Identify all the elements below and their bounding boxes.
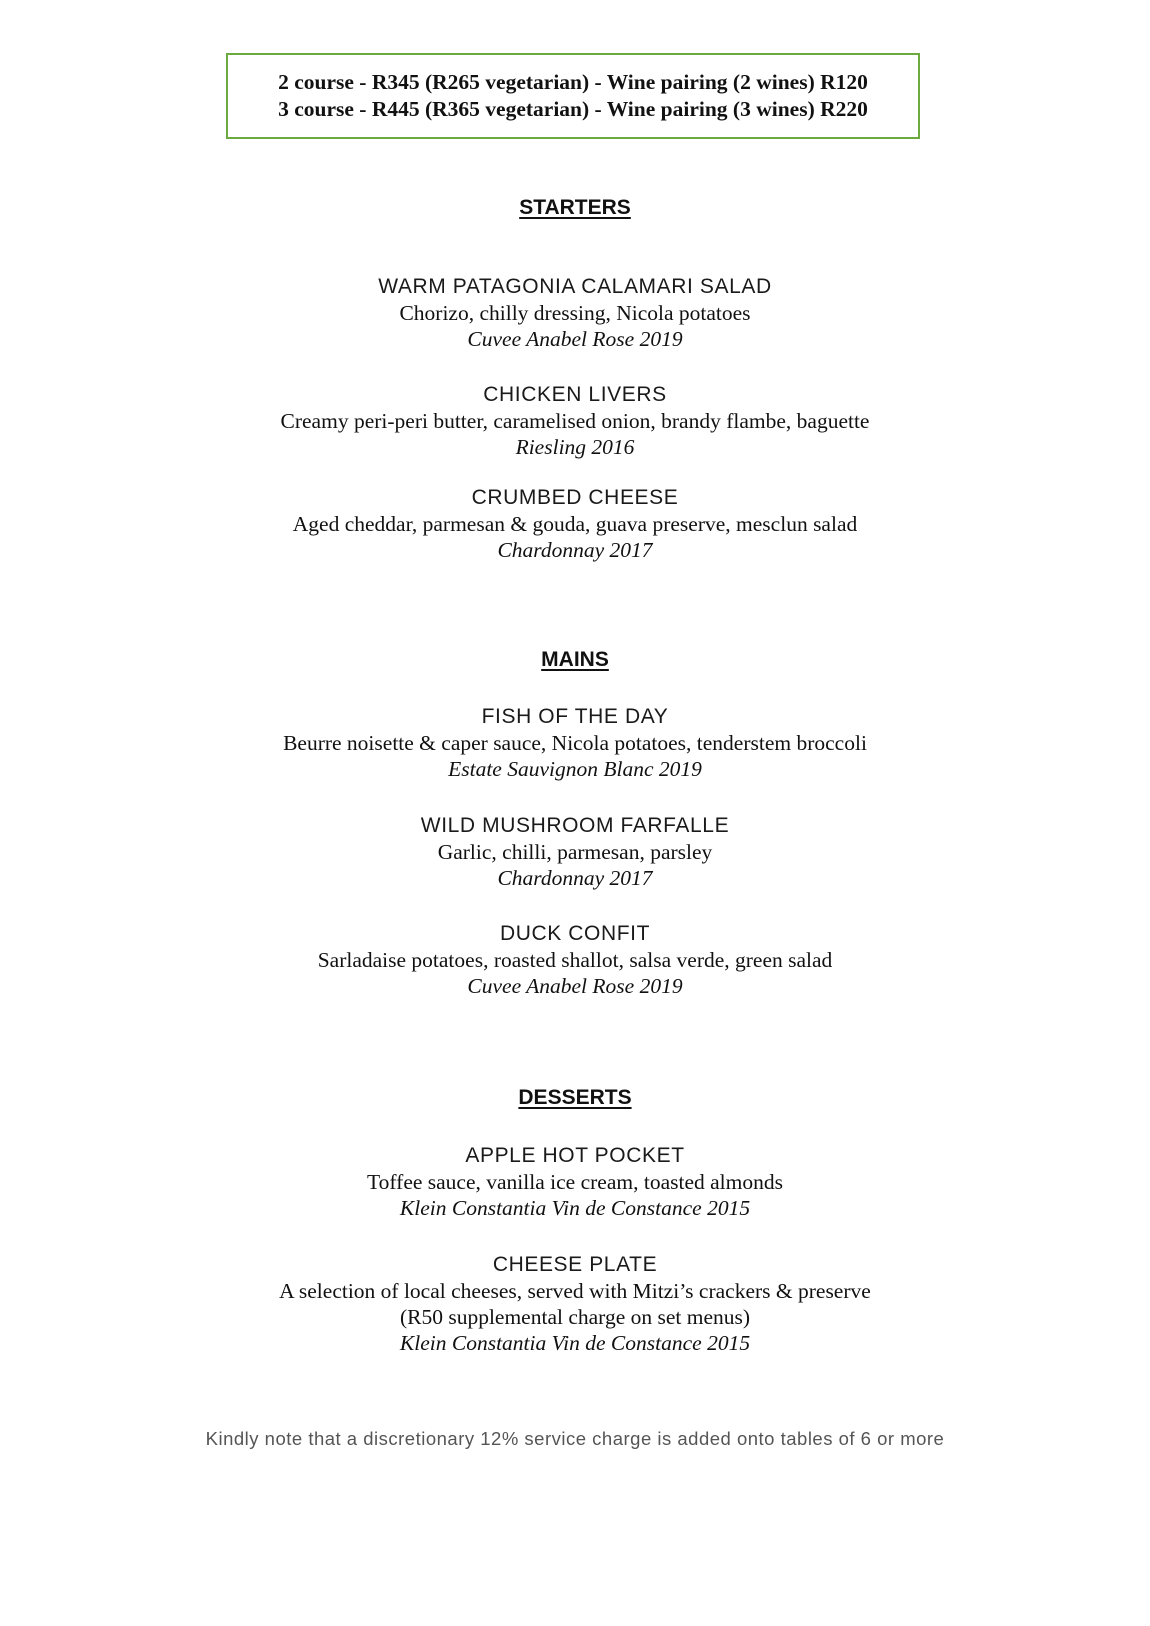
pricing-line-3-course: 3 course - R445 (R365 vegetarian) - Wine pairing (3 wines) R220 xyxy=(278,97,868,121)
dish-wild-mushroom-farfalle xyxy=(0,812,1150,891)
dish-name: CHICKEN LIVERS xyxy=(483,383,667,406)
dish-wine-pairing: Klein Constantia Vin de Constance 2015 xyxy=(399,1196,751,1220)
service-charge-note: Kindly note that a discretionary 12% service charge is added onto tables of 6 or more xyxy=(205,1428,945,1449)
dish-description: Beurre noisette & caper sauce, Nicola potatoes, tenderstem broccoli xyxy=(283,731,867,755)
dish-description: Toffee sauce, vanilla ice cream, toasted almonds xyxy=(367,1170,783,1194)
dish-wine-pairing: Klein Constantia Vin de Constance 2015 xyxy=(399,1331,751,1355)
dish-fish-of-the-day xyxy=(0,703,1150,782)
section-title-starters: STARTERS xyxy=(519,196,631,219)
dish-description: Aged cheddar, parmesan & gouda, guava preserve, mesclun salad xyxy=(292,512,858,536)
dish-name: APPLE HOT POCKET xyxy=(465,1144,685,1167)
dish-wine-pairing: Cuvee Anabel Rose 2019 xyxy=(467,974,683,998)
pricing-line-2-course: 2 course - R345 (R265 vegetarian) - Wine pairing (2 wines) R120 xyxy=(278,70,868,94)
dish-apple-hot-pocket xyxy=(0,1142,1150,1221)
dish-name: WARM PATAGONIA CALAMARI SALAD xyxy=(378,275,772,298)
dish-duck-confit xyxy=(0,920,1150,999)
dish-calamari-salad xyxy=(0,273,1150,352)
dish-wine-pairing: Chardonnay 2017 xyxy=(497,866,653,890)
dish-cheese-plate xyxy=(0,1251,1150,1356)
dish-wine-pairing: Chardonnay 2017 xyxy=(497,538,653,562)
pricing-box xyxy=(226,53,920,139)
dish-name: CRUMBED CHEESE xyxy=(471,486,679,509)
dish-name: WILD MUSHROOM FARFALLE xyxy=(420,814,730,837)
dish-wine-pairing: Estate Sauvignon Blanc 2019 xyxy=(448,757,702,781)
dish-chicken-livers xyxy=(0,381,1150,460)
section-title-mains-wrap xyxy=(0,647,1150,673)
dish-supplemental-note: (R50 supplemental charge on set menus) xyxy=(399,1305,751,1329)
dish-wine-pairing: Riesling 2016 xyxy=(515,435,635,459)
dish-name: FISH OF THE DAY xyxy=(481,705,669,728)
dish-description: A selection of local cheeses, served with Mitzi’s crackers & preserve xyxy=(279,1279,871,1303)
dish-description: Creamy peri-peri butter, caramelised onion, brandy flambe, baguette xyxy=(280,409,870,433)
dish-description: Chorizo, chilly dressing, Nicola potatoes xyxy=(399,301,751,325)
dish-name: CHEESE PLATE xyxy=(492,1253,658,1276)
dish-wine-pairing: Cuvee Anabel Rose 2019 xyxy=(467,327,683,351)
section-title-mains: MAINS xyxy=(541,648,609,671)
dish-name: DUCK CONFIT xyxy=(499,922,651,945)
dish-crumbed-cheese xyxy=(0,484,1150,563)
dish-description: Garlic, chilli, parmesan, parsley xyxy=(437,840,713,864)
section-title-desserts-wrap xyxy=(0,1085,1150,1111)
section-title-desserts: DESSERTS xyxy=(518,1086,632,1109)
dish-description: Sarladaise potatoes, roasted shallot, salsa verde, green salad xyxy=(317,948,833,972)
section-title-starters-wrap xyxy=(0,195,1150,221)
